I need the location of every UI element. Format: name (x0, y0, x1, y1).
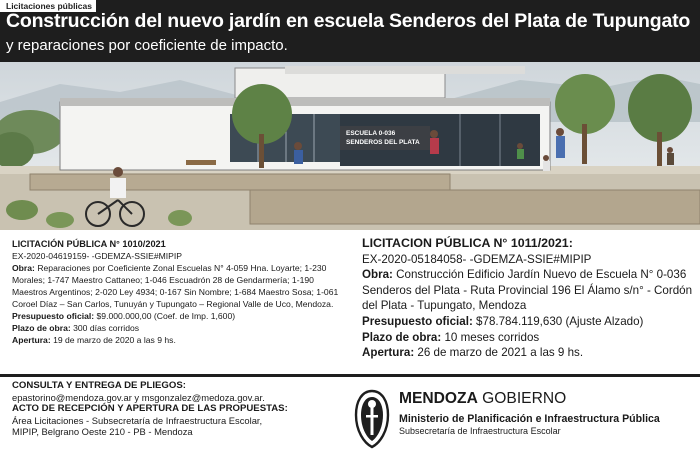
tender-1010-apertura-label: Apertura: (12, 335, 51, 345)
tender-1011-plazo-value: 10 meses corridos (444, 330, 540, 344)
page-title: Construcción del nuevo jardín en escuela Senderos del Plata de Tupungato (6, 10, 691, 32)
tender-1010-plazo-label: Plazo de obra: (12, 323, 71, 333)
tender-1010-presupuesto (12, 310, 342, 322)
tender-1011-obra-text: Construcción Edificio Jardín Nuevo de Escuela N° 0-036 Senderos del Plata - Ruta Provincial 196 El Álamo s/n° - Cordón del Plata - Tupungato, Mendoza (362, 268, 693, 313)
tender-1011-section (362, 236, 698, 361)
tender-1011-plazo-label: Plazo de obra: (362, 330, 442, 344)
tender-1010-apertura-value: 19 de marzo de 2020 a las 9 hs. (53, 335, 176, 345)
contact-block (12, 380, 342, 438)
tender-1010-obra (12, 262, 342, 310)
header-banner (0, 0, 700, 62)
category-tag: Licitaciones públicas (0, 0, 96, 12)
ministry-name: Ministerio de Planificación e Infraestructura Pública (399, 413, 660, 425)
mendoza-coat-of-arms-icon (354, 387, 390, 449)
tender-1010-expediente: EX-2020-04619159- -GDEMZA-SSIE#MIPIP (12, 251, 183, 261)
brand-gobierno: GOBIERNO (477, 390, 567, 407)
building-sign-line2: SENDEROS DEL PLATA (346, 139, 420, 146)
tender-1010-obra-label: Obra: (12, 263, 35, 273)
tender-1011-apertura-value: 26 de marzo de 2021 a las 9 hs. (417, 346, 584, 360)
apertura-heading: ACTO DE RECEPCIÓN Y APERTURA DE LAS PROPUESTAS: (12, 403, 288, 415)
school-rendering-image (0, 62, 700, 230)
tender-1010-heading: LICITACIÓN PÚBLICA N° 1010/2021 (12, 239, 166, 249)
building-sign-line1: ESCUELA 0-036 (346, 130, 396, 137)
consulta-heading: CONSULTA Y ENTREGA DE PLIEGOS: (12, 380, 186, 391)
brand-mendoza: MENDOZA (399, 390, 478, 407)
tender-1010-obra-text: Reparaciones por Coeficiente Zonal Escuelas N° 4-059 Hna. Loyarte; 1-230 Morales; 1-747 Maestro Cattaneo; 1-046 Escuadrón 28 de Gendarmería; 1-190 Maestros Argentinos; 2-020 Ley 4934; 0-167 Sin Nombre; 1-684 Maestro Sosa; 1-061 Coroel Díaz – San Carlos, Tunuyán y Tupungato – Regional Valle de Uco, Mendoza. (12, 263, 339, 309)
government-signature (399, 390, 699, 437)
tender-1011-plazo (362, 330, 698, 346)
footer-divider (0, 374, 700, 377)
tender-1010-plazo-value: 300 días corridos (73, 323, 140, 333)
contact-address-line1: Área Licitaciones - Subsecretaría de Infraestructura Escolar, (12, 414, 263, 426)
contact-emails: epastorino@mendoza.gov.ar y msgonzalez@medoza.gov.ar. (12, 391, 265, 403)
tender-1011-presupuesto-label: Presupuesto oficial: (362, 314, 473, 328)
tender-1011-obra (362, 267, 698, 314)
tender-1010-section (12, 238, 342, 346)
tender-1011-presupuesto (362, 314, 698, 330)
page-subtitle: y reparaciones por coeficiente de impacto. (6, 37, 288, 54)
contact-address-line2: MIPIP, Belgrano Oeste 210 - PB - Mendoza (12, 426, 193, 438)
tender-1011-obra-label: Obra: (362, 268, 393, 282)
tender-1011-apertura-label: Apertura: (362, 346, 415, 360)
tender-1010-plazo (12, 322, 342, 334)
tender-1010-apertura (12, 334, 342, 346)
mendoza-gobierno-wordmark (399, 390, 699, 408)
subsecretaria-name: Subsecretaría de Infraestructura Escolar (399, 426, 561, 436)
footer-section (0, 374, 700, 458)
tender-1011-expediente: EX-2020-05184058- -GDEMZA-SSIE#MIPIP (362, 252, 592, 266)
tender-1011-apertura (362, 345, 698, 361)
tender-1011-heading: LICITACION PÚBLICA N° 1011/2021: (362, 236, 573, 250)
tender-1011-presupuesto-value: $78.784.119,630 (Ajuste Alzado) (476, 314, 644, 328)
tender-1010-presupuesto-value: $9.000.000,00 (Coef. de Imp. 1,600) (96, 311, 236, 321)
tender-1010-presupuesto-label: Presupuesto oficial: (12, 311, 95, 321)
